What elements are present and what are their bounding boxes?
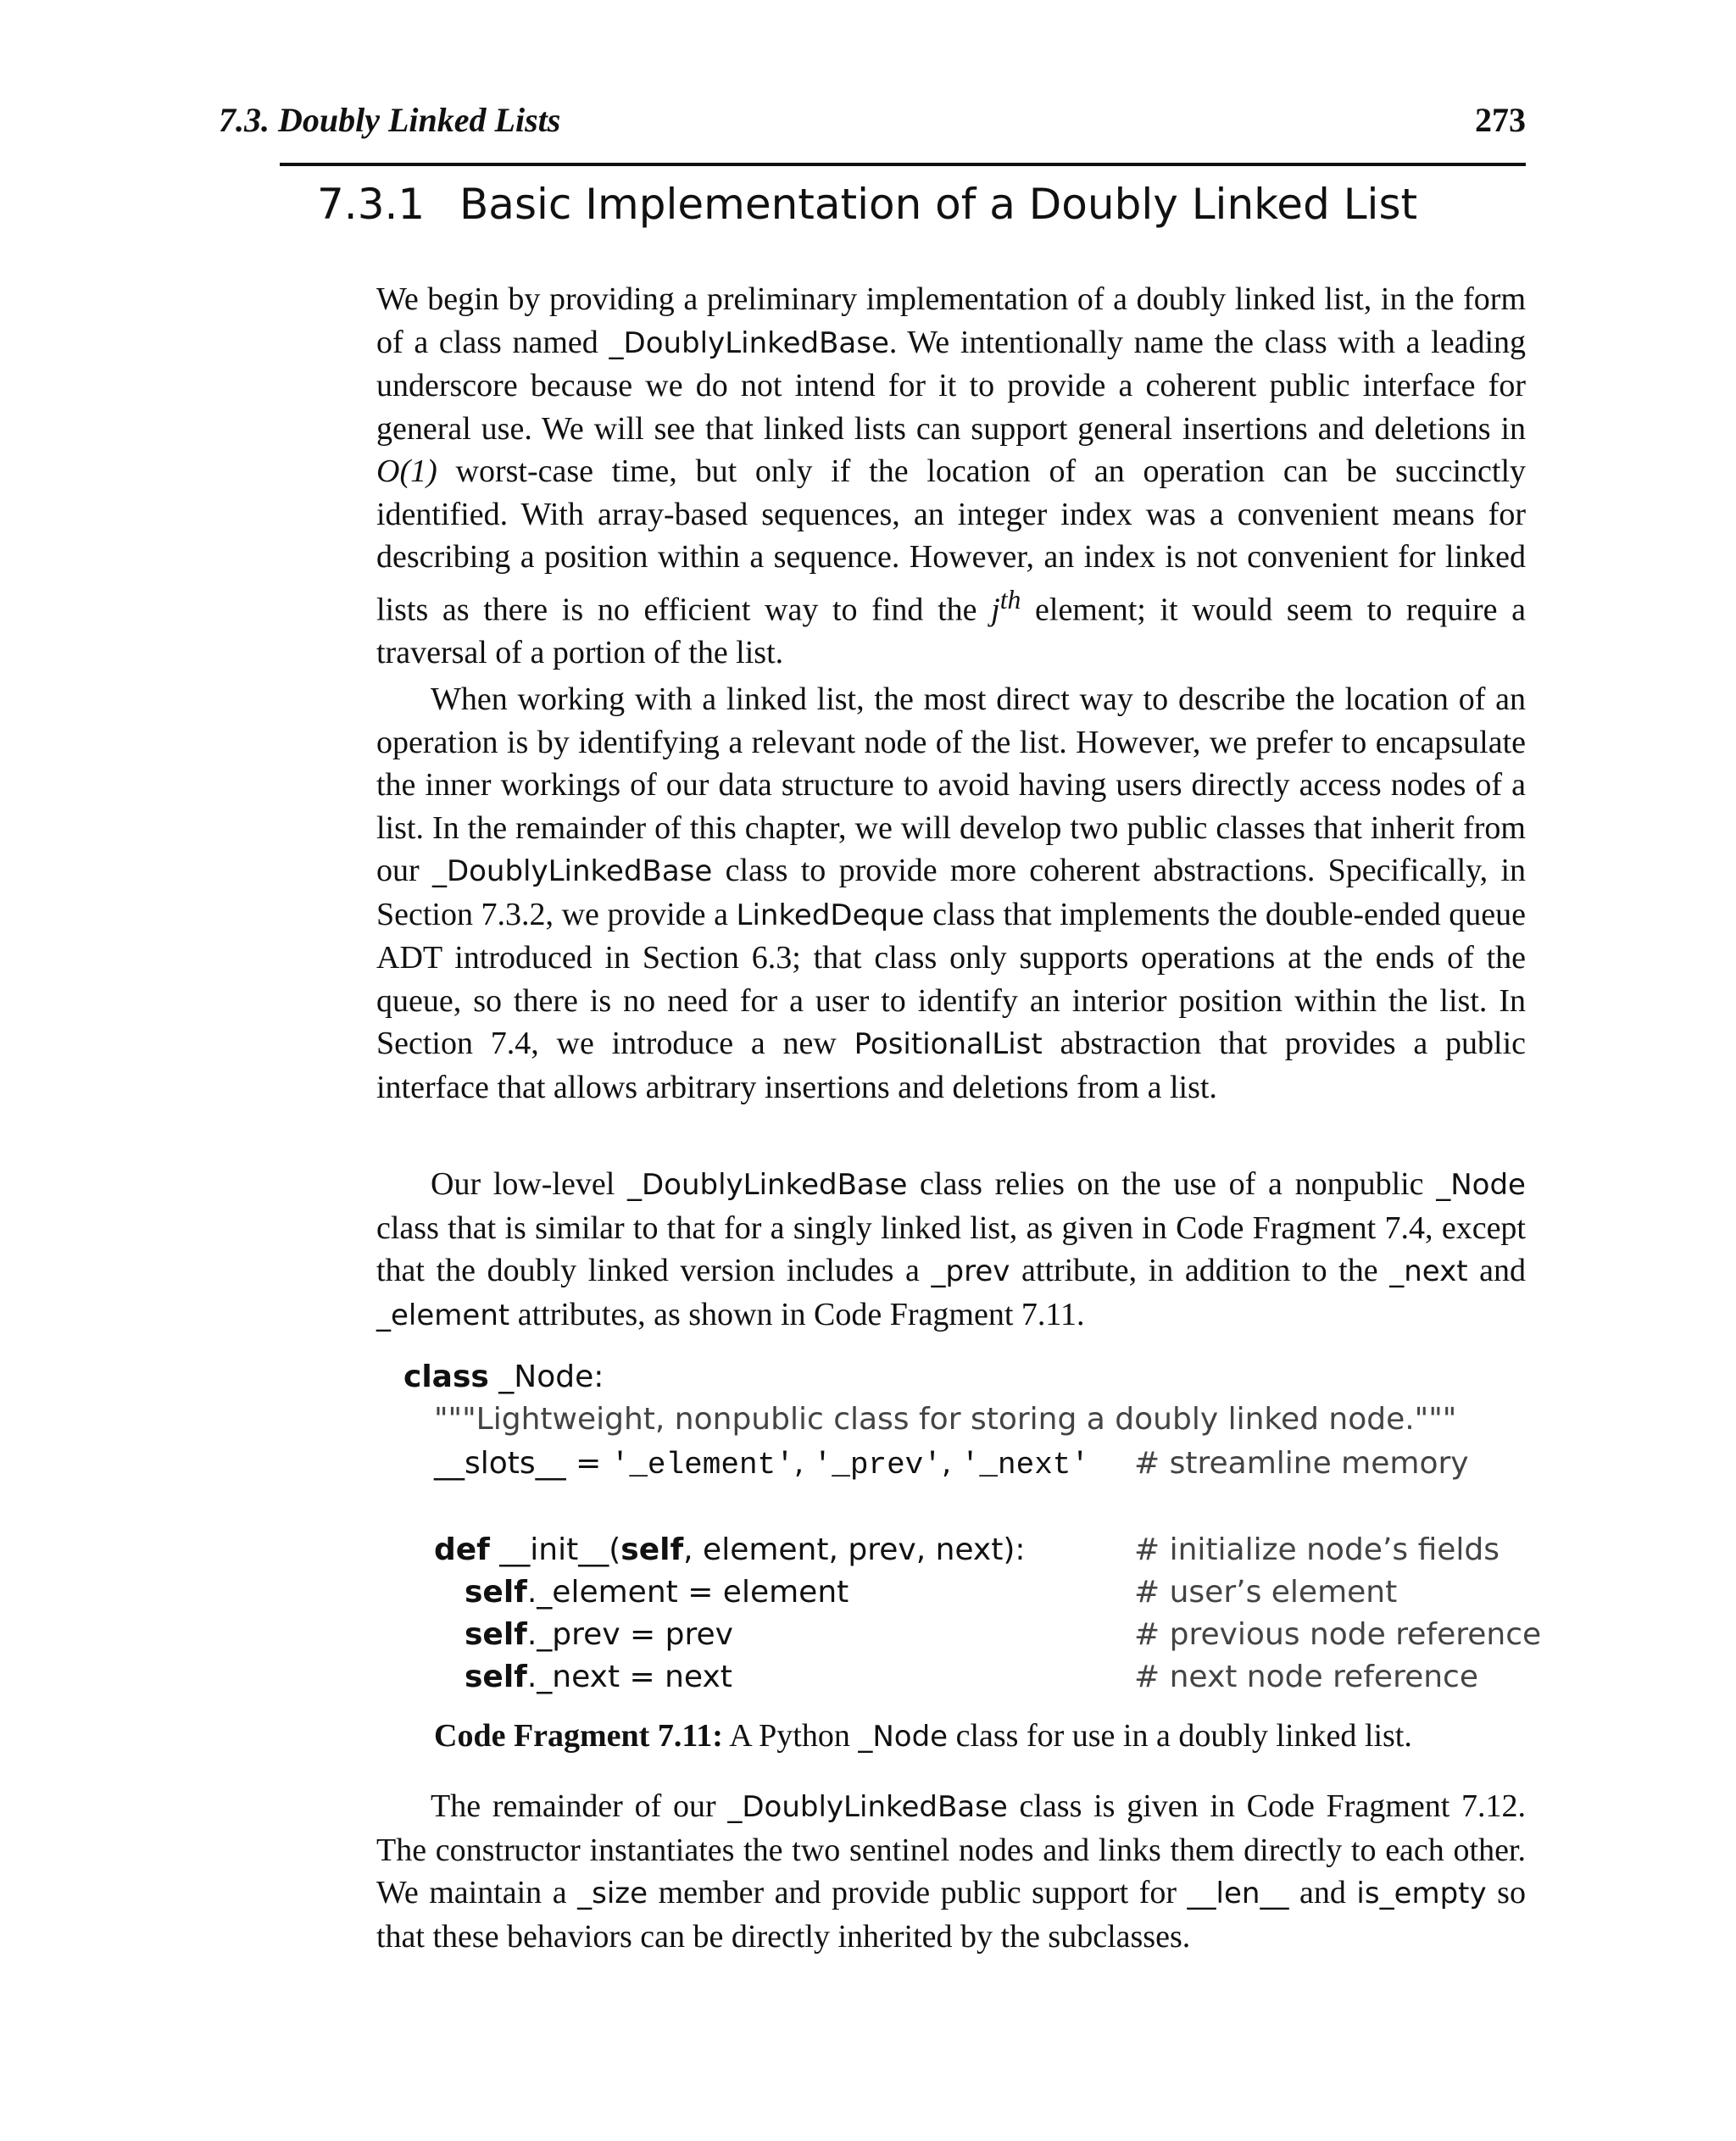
code-comment: # previous node reference — [1134, 1617, 1542, 1652]
code-term: __len__ — [1187, 1877, 1289, 1910]
caption-label: Code Fragment 7.11: — [434, 1718, 723, 1754]
paragraph-2: When working with a linked list, the most direct way to describe the location of an operation is by identifying a relevant node of the list. However, we prefer to encapsulate the inner workings of our data structure to avoid having users directly access nodes of a list. In the remainder of this chapter, we will develop two public classes that inherit from our _DoublyLinkedBase class to provide more coherent abstractions. Specifically, in Section 7.3.2, we provide a LinkedDeque class that implements the double-ended queue ADT introduced in Section 6.3; that class only supports operations at the ends of the queue, so there is no need for a user to identify an interior position within the list. In Section 7.4, we introduce a new PositionalList abstraction that provides a public interface that allows arbitrary insertions and deletions from a list. — [376, 681, 1527, 1105]
paragraph-1: We begin by providing a preliminary implementation of a doubly linked list, in the form of a class named _DoublyLinkedBase. We intentionally name the class with a leading underscore because we do not intend for it to provide a coherent public interface for general use. We will see that linked lists can support general insertions and deletions in O(1) worst-case time, but only if the location of an operation can be succinctly identified. With array-based sequences, an integer index was a convenient means for describing a position within a sequence. However, an index is not convenient for linked lists as there is no efficient way to find the $j^{th}$ element; it would seem to require a traversal of a portion of the list. — [376, 281, 1527, 670]
code-line-slots: __slots__ = '_element', '_prev', '_next' # streamline memory — [434, 1443, 1536, 1485]
running-head — [219, 100, 1526, 142]
code-term: _DoublyLinkedBase — [609, 325, 889, 360]
code-line-class: class _Node: — [403, 1360, 604, 1394]
section-number: 7.3.1 — [317, 180, 426, 229]
code-comment: # user’s element — [1134, 1575, 1398, 1610]
code-term: _Node — [1436, 1168, 1526, 1202]
section-heading — [317, 180, 1417, 229]
math-big-o: O(1) — [376, 453, 437, 489]
code-term: _DoublyLinkedBase — [727, 1790, 1008, 1824]
code-term: _DoublyLinkedBase — [626, 1168, 908, 1202]
code-line-prev: self._prev = prev # previous node reference — [465, 1614, 1566, 1656]
code-line-def-init: def __init__(self, element, prev, next): # initialize node’s fields — [434, 1529, 1536, 1571]
running-head-title: 7.3. Doubly Linked Lists — [219, 101, 561, 139]
code-term: _size — [577, 1877, 648, 1910]
section-title: Basic Implementation of a Doubly Linked List — [459, 180, 1418, 229]
code-term: LinkedDeque — [736, 898, 925, 932]
code-term: _DoublyLinkedBase — [431, 854, 713, 888]
code-line-next: self._next = next # next node reference — [465, 1656, 1566, 1699]
code-term: PositionalList — [854, 1027, 1043, 1061]
code-fragment-caption: Code Fragment 7.11: A Python _Node class for use in a doubly linked list. — [434, 1718, 1412, 1754]
paragraph-3: Our low-level _DoublyLinkedBase class relies on the use of a nonpublic _Node class that is similar to that for a singly linked list, as given in Code Fragment 7.4, except that the doubly linked version includes a _prev attribute, in addition to the _next and _element attributes, as shown in Code Fragment 7.11. — [376, 1166, 1526, 1332]
code-comment: # next node reference — [1134, 1660, 1478, 1694]
code-line-docstring: """Lightweight, nonpublic class for storing a doubly linked node.""" — [434, 1402, 1457, 1437]
code-term: _next — [1389, 1254, 1468, 1288]
code-term: _prev — [931, 1254, 1010, 1288]
code-term: is_empty — [1356, 1877, 1487, 1910]
code-comment: # streamline memory — [1134, 1446, 1469, 1481]
code-comment: # initialize node’s fields — [1134, 1532, 1500, 1567]
page-number: 273 — [1475, 101, 1526, 139]
code-term: _element — [376, 1298, 510, 1332]
paragraph-4: The remainder of our _DoublyLinkedBase class is given in Code Fragment 7.12. The constructor instantiates the two sentinel nodes and links them directly to each other. We maintain a _size member and provide public support for __len__ and is_empty so that these behaviors can be directly inherited by the subclasses. — [376, 1788, 1526, 1955]
code-line-element: self._element = element # user’s element — [465, 1571, 1566, 1614]
header-rule — [280, 163, 1526, 166]
code-term: _Node — [858, 1720, 949, 1754]
